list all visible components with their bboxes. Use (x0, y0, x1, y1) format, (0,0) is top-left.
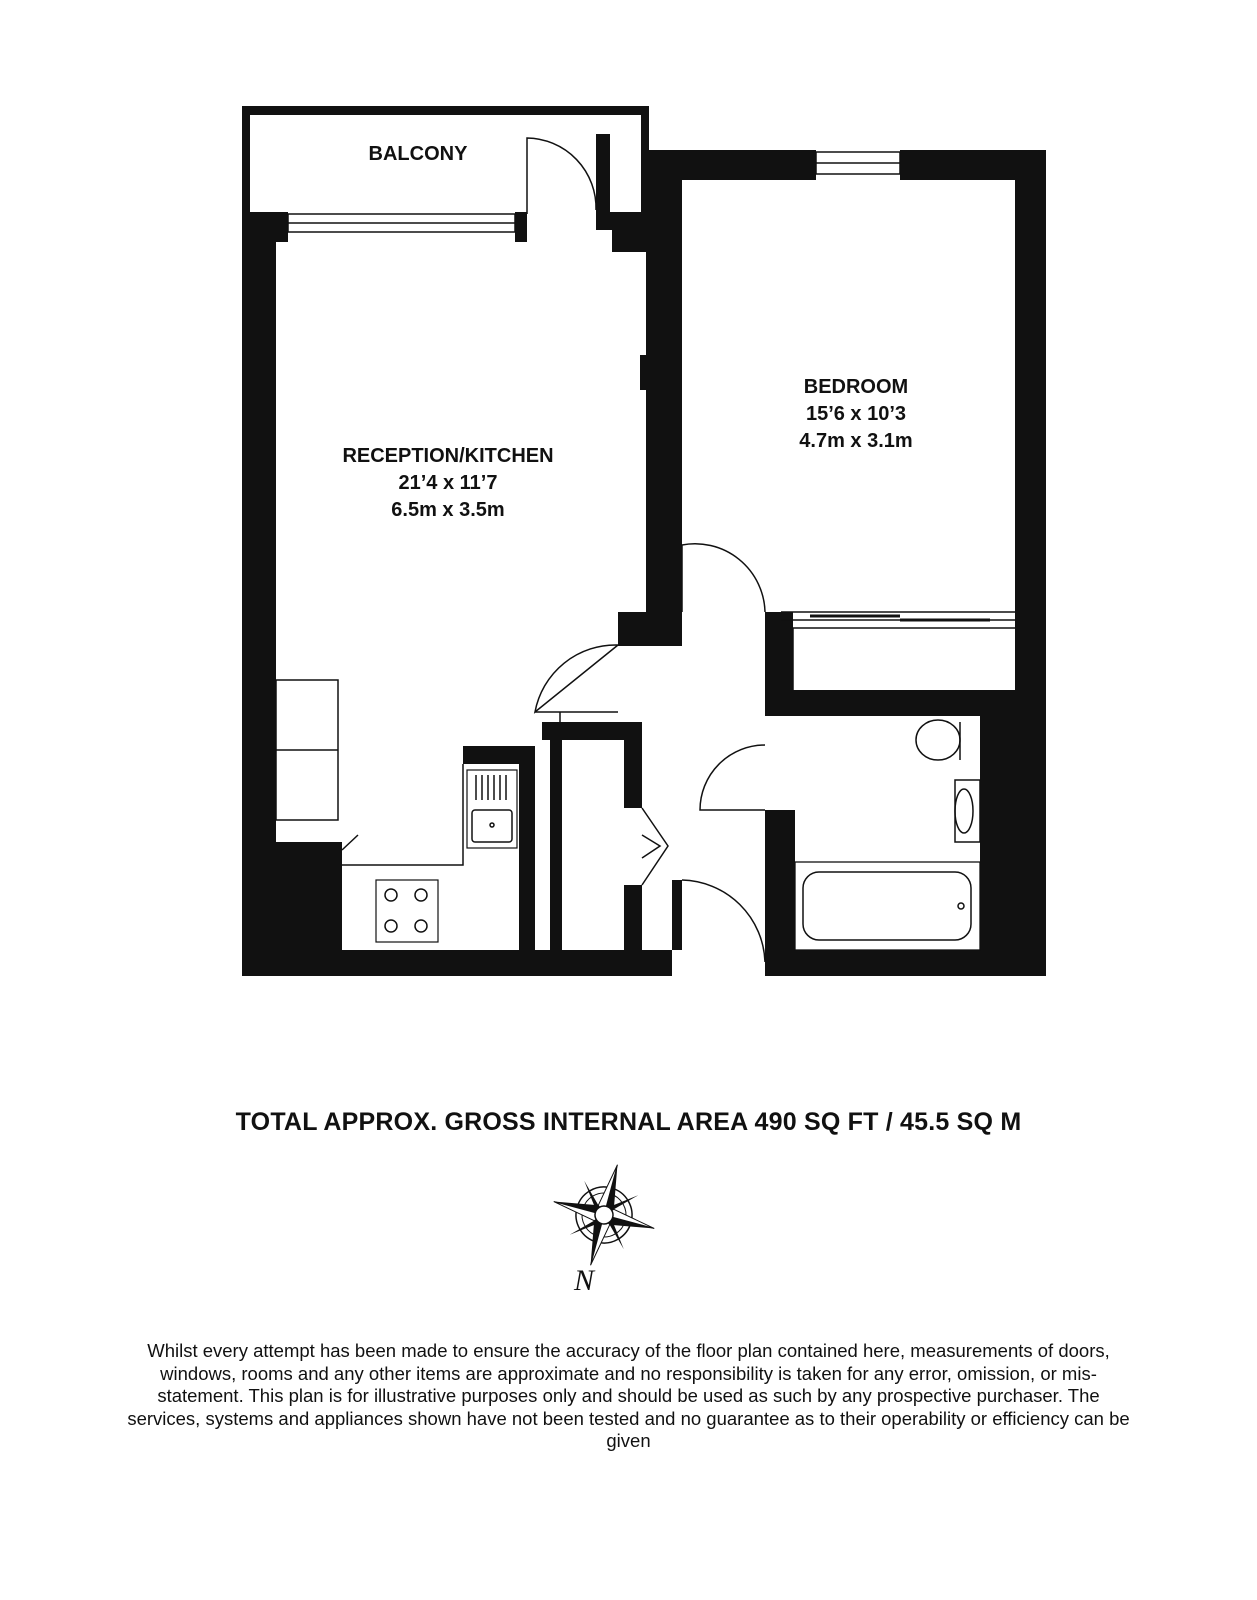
wall-bottom-left (242, 950, 672, 976)
wall-bedroom-top-left (646, 150, 816, 180)
label-reception-metric: 6.5m x 3.5m (391, 499, 505, 521)
compass-north-label: N (573, 1264, 595, 1297)
toilet (916, 720, 960, 760)
door-kitchen-corner (342, 835, 358, 850)
wall-kitchen-top (463, 746, 535, 764)
wall-bottom-right (765, 950, 1046, 976)
door-cupboard (642, 808, 668, 885)
total-area: TOTAL APPROX. GROSS INTERNAL AREA 490 SQ FT / 45.5 SQ M (235, 1108, 1022, 1136)
wall-cupboard-right-upper (624, 722, 642, 808)
wall-pillar-upper (596, 134, 610, 214)
wall-cupboard-right-lower (624, 885, 642, 950)
kitchen-sink (467, 770, 517, 848)
door-balcony (527, 138, 596, 214)
label-reception-name: RECEPTION/KITCHEN (342, 445, 554, 467)
wall-bath-right-thick (980, 700, 1046, 950)
basin (955, 780, 980, 842)
wall-wardrobe-left (765, 612, 793, 702)
wall-middle (646, 150, 682, 620)
hob (376, 880, 438, 942)
wall-reception-top-left (242, 212, 288, 242)
label-bedroom-name: BEDROOM (803, 376, 909, 398)
wall-middle-bump (640, 355, 650, 390)
wall-balcony-left (242, 106, 250, 214)
disclaimer: Whilst every attempt has been made to ensure the accuracy of the floor plan contained here, measurements of doors, windows, rooms and any other items are approximate and no responsibility is taken for any error, omission, or mis-statement. This plan is for illustrative purposes only and should be used as such by any prospective purchaser. The services, systems and appliances shown have not been tested and no guarantee as to their operability or efficiency can be given (127, 1340, 1130, 1451)
door-bedroom (682, 544, 765, 612)
walls (242, 106, 1046, 976)
wall-balcony-top (242, 106, 649, 115)
fixtures (276, 612, 1015, 950)
wall-bath-top (765, 700, 985, 716)
label-reception-imperial: 21’4 x 11’7 (398, 472, 498, 494)
door-bathroom (700, 745, 765, 810)
wall-kitchen-cupboard-side (519, 764, 535, 950)
label-bedroom-metric: 4.7m x 3.1m (799, 430, 913, 452)
room-labels (342, 143, 912, 521)
wall-middle-return (618, 612, 682, 646)
label-balcony: BALCONY (368, 143, 468, 165)
wall-cupboard-left (550, 740, 562, 950)
bath (795, 862, 980, 950)
door-entrance (682, 880, 765, 962)
door-reception (535, 645, 618, 712)
wall-hall-right (672, 880, 682, 950)
wall-wardrobe-bottom (765, 690, 1015, 702)
label-bedroom-imperial: 15’6 x 10’3 (805, 403, 907, 425)
wall-kitchen-lower-left (276, 842, 342, 850)
wall-kitchen-corner (276, 850, 342, 950)
wall-bath-left-lower (765, 810, 795, 950)
wall-left-outer (242, 212, 276, 976)
wall-reception-top-right (515, 212, 527, 242)
compass-rose-icon (540, 1151, 667, 1278)
wall-pillar-block (596, 212, 654, 230)
wall-pillar-notch (612, 230, 646, 252)
